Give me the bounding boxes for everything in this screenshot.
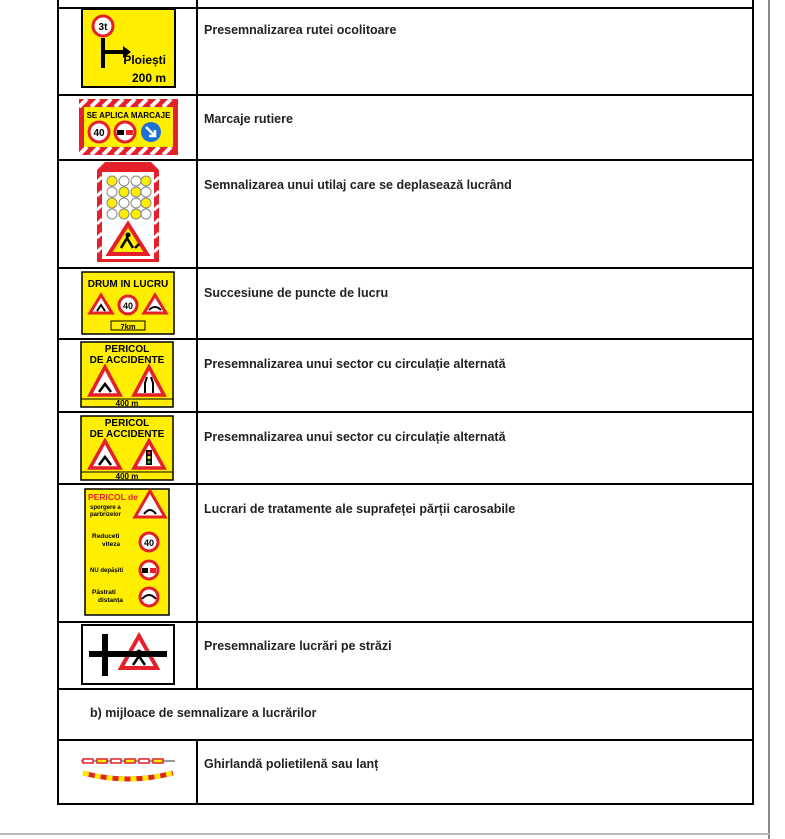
detour-sign (81, 8, 176, 88)
destination-text: Ploiești (123, 53, 166, 67)
keep-text: Păstrati (92, 589, 116, 596)
mobile-equipment-panel (97, 162, 159, 262)
row-divider (57, 621, 754, 623)
distance-text: 200 m (131, 71, 166, 85)
row-divider (57, 94, 754, 96)
danger-label-text: PERICOL de (88, 492, 138, 502)
row-label-garland: Ghirlandă polietilenă sau lanț (204, 757, 379, 771)
reduce-text: Reduceti (92, 533, 120, 540)
page-edge-right (768, 0, 770, 839)
row-divider (57, 739, 754, 741)
row-divider (57, 338, 754, 340)
danger-title-text: PERICOL (104, 344, 150, 355)
speed-text: viteza (102, 541, 121, 548)
row-label-street-works: Presemnalizare lucrări pe străzi (204, 639, 392, 653)
table-border-right (752, 0, 754, 805)
row-label-surface-treatment: Lucrari de tratamente ale suprafeței părții carosabile (204, 502, 516, 516)
gravel-projection-text: sporgere a (90, 505, 121, 511)
row-divider (57, 159, 754, 161)
speed-limit-text: 40 (93, 128, 105, 139)
row-label-alternating-traffic-1: Presemnalizarea unui sector cu circulație alternată (204, 357, 506, 371)
marking-notice-text: SE APLICA MARCAJE (86, 111, 171, 120)
distance-label-text: distanța (98, 597, 123, 604)
distance-text: 400 m (115, 472, 139, 481)
street-works-sign (81, 624, 175, 685)
surface-treatment-sign (84, 488, 170, 616)
row-label-work-points: Succesiune de puncte de lucru (204, 286, 389, 300)
row-label-mobile-equipment: Semnalizarea unui utilaj care se deplasează lucrând (204, 178, 512, 192)
column-divider-lower (196, 740, 198, 805)
row-divider (57, 411, 754, 413)
row-divider (57, 483, 754, 485)
row-divider (57, 267, 754, 269)
page-edge-bottom (0, 833, 770, 835)
danger-subtitle-text: DE ACCIDENTE (89, 429, 165, 440)
row-label-road-markings: Marcaje rutiere (204, 112, 293, 126)
column-divider-upper (196, 0, 198, 689)
windshield-text: parbrizelor (90, 512, 122, 518)
section-heading-b: b) mijloace de semnalizare a lucrărilor (90, 706, 317, 720)
row-label-alternating-traffic-2: Presemnalizarea unui sector cu circulație alternată (204, 430, 506, 444)
work-zone-length-text: 7km (120, 322, 136, 331)
accident-danger-sign-narrowing (80, 341, 174, 408)
accident-danger-sign-traffic-lights (80, 415, 174, 481)
danger-subtitle-text: DE ACCIDENTE (89, 355, 165, 366)
danger-title-text: PERICOL (104, 418, 150, 429)
table-border-left (57, 0, 59, 805)
garland-chain (79, 751, 177, 785)
road-works-sign (81, 271, 175, 335)
no-overtaking-text: NU depășiti (90, 568, 124, 574)
road-works-title: DRUM IN LUCRU (87, 279, 169, 290)
table-border-bottom (57, 803, 754, 805)
road-marking-sign (79, 99, 178, 155)
speed-limit-text: 40 (143, 538, 155, 548)
row-label-detour: Presemnalizarea rutei ocolitoare (204, 23, 397, 37)
distance-text: 400 m (115, 399, 139, 408)
speed-limit-text: 40 (122, 301, 134, 311)
weight-limit-text: 3t (98, 22, 108, 33)
row-divider (57, 688, 754, 690)
